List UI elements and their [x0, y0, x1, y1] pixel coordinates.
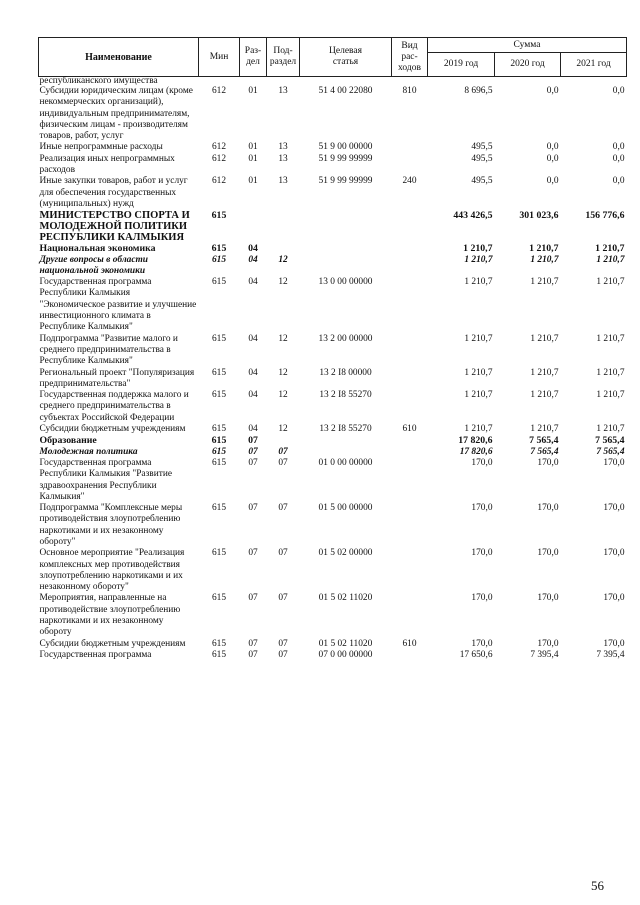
row-sum-2021-cell: 170,0: [603, 548, 625, 559]
row-podrazdel-cell: 12: [278, 277, 288, 288]
row-sum-2021-cell: 1 210,7: [596, 333, 625, 344]
row-vid-rashodov-cell: [392, 243, 428, 254]
row-celevaya-statya-cell: [300, 447, 392, 458]
row-podrazdel-cell: 12: [278, 254, 288, 265]
row-name-cell: Государственная поддержка малого и среднего предпринимательства в субъектах Российской Федерации: [39, 390, 189, 423]
row-sum-2020-cell: 0,0: [546, 86, 559, 96]
row-name-cell: Национальная экономика: [39, 243, 156, 255]
row-celevaya-statya-cell: [300, 255, 392, 278]
row-min-cell: 615: [211, 424, 227, 435]
row-sum-2020-cell: 0,0: [546, 153, 559, 164]
row-vid-rashodov-cell: [392, 503, 428, 548]
row-sum-2019-cell: 17 820,6: [459, 446, 493, 457]
row-sum-2019-cell: 170,0: [471, 593, 493, 604]
row-razdel-cell: 01: [248, 142, 258, 153]
row-sum-2019-cell: 17 820,6: [458, 435, 493, 447]
row-sum-2021-cell: 0,0: [612, 153, 625, 164]
row-sum-2019-cell: 495,5: [471, 142, 493, 153]
row-min-cell: 612: [211, 176, 227, 187]
row-sum-2021-cell: 170,0: [603, 457, 625, 468]
row-razdel-cell: 04: [248, 367, 258, 378]
row-name-cell: Другие вопросы в области национальной экономики: [39, 254, 148, 276]
header-year-2019: 2019 год: [428, 53, 495, 77]
row-sum-2019-cell: 1 210,7: [464, 333, 493, 344]
header-podrazdel: Под- раздел: [267, 38, 300, 77]
table-row: [39, 458, 627, 503]
row-celevaya-statya-cell: 13 0 00 00000: [318, 277, 373, 288]
row-min-cell: 615: [211, 503, 227, 514]
row-min-cell: 615: [211, 254, 227, 265]
row-celevaya-statya-cell: 13 2 I8 55270: [319, 424, 372, 435]
row-podrazdel-cell: 07: [278, 548, 288, 559]
row-vid-rashodov-cell: [392, 650, 428, 661]
row-podrazdel-cell: 07: [278, 649, 288, 660]
row-sum-2019-cell: 8 696,5: [464, 86, 493, 96]
row-celevaya-statya-cell: 13 2 00 00000: [318, 333, 373, 344]
row-name-cell: Молодежная политика: [39, 446, 138, 457]
row-min-cell: 615: [211, 277, 227, 288]
table-row: [39, 176, 627, 210]
row-sum-2019-cell: 1 210,7: [464, 424, 493, 435]
row-sum-2019-cell: 17 650,6: [459, 649, 493, 660]
row-sum-2019-cell: 1 210,7: [464, 254, 493, 265]
row-sum-2021-cell: 1 210,7: [596, 367, 625, 378]
row-sum-2021-cell: 0,0: [612, 176, 625, 187]
row-razdel-cell: 07: [248, 457, 258, 468]
row-vid-rashodov-cell: [392, 142, 428, 153]
row-name-cell: Мероприятия, направленные на противодействие злоупотреблению наркотиками и их незаконному обороту: [39, 593, 181, 638]
row-sum-2020-cell: 1 210,7: [530, 424, 559, 435]
row-vid-rashodov-cell: [392, 154, 428, 177]
row-sum-2021-cell: 156 776,6: [585, 210, 625, 222]
row-sum-2021-cell: 7 565,4: [595, 435, 625, 447]
row-sum-2021-cell: 1 210,7: [596, 254, 625, 265]
row-podrazdel-cell: 07: [278, 457, 288, 468]
header-year-2020: 2020 год: [495, 53, 561, 77]
table-row: [39, 447, 627, 458]
row-celevaya-statya-cell: 51 9 99 99999: [318, 176, 373, 187]
row-podrazdel-cell: 12: [278, 390, 288, 401]
row-razdel-cell: [240, 77, 267, 87]
row-podrazdel-cell: 07: [278, 446, 288, 457]
table-header: [39, 38, 627, 77]
table-row: [39, 548, 627, 593]
row-sum-2020-cell: 1 210,7: [530, 254, 559, 265]
row-razdel-cell: 07: [248, 503, 258, 514]
table-row: [39, 390, 627, 424]
row-sum-2021-cell: 1 210,7: [596, 277, 625, 288]
row-podrazdel-cell: 07: [278, 638, 288, 649]
row-sum-2020-cell: [495, 77, 561, 87]
row-min-cell: 615: [211, 593, 227, 604]
row-sum-2020-cell: 301 023,6: [519, 210, 559, 222]
row-min-cell: 615: [211, 548, 227, 559]
row-sum-2019-cell: 1 210,7: [464, 367, 493, 378]
header-min: Мин: [199, 38, 240, 77]
row-celevaya-statya-cell: 51 9 00 00000: [318, 142, 373, 153]
row-sum-2020-cell: 170,0: [537, 548, 559, 559]
row-sum-2020-cell: 7 395,4: [530, 649, 559, 660]
header-name: Наименование: [39, 38, 199, 77]
row-razdel-cell: 04: [248, 254, 258, 265]
row-razdel-cell: 04: [248, 390, 258, 401]
row-celevaya-statya-cell: 51 9 99 99999: [318, 153, 373, 164]
table-row: [39, 503, 627, 548]
row-min-cell: 615: [211, 638, 227, 649]
row-vid-rashodov-cell: [392, 458, 428, 503]
row-podrazdel-cell: [267, 210, 300, 243]
row-podrazdel-cell: 12: [278, 424, 288, 435]
row-razdel-cell: 04: [248, 243, 258, 255]
budget-table: [38, 37, 627, 661]
row-celevaya-statya-cell: 01 0 00 00000: [318, 457, 373, 468]
row-name-cell: Государственная программа Республики Калмыкия "Развитие здравоохранения Республики Калмыкия": [39, 457, 173, 502]
row-sum-2021-cell: 1 210,7: [596, 424, 625, 435]
row-sum-2019-cell: [428, 77, 495, 87]
table-row: [39, 210, 627, 243]
row-celevaya-statya-cell: 01 5 02 11020: [318, 593, 373, 604]
row-name-cell: Реализация иных непрограммных расходов: [39, 153, 175, 176]
row-name-cell: Региональный проект "Популяризация предпринимательства": [39, 367, 195, 389]
row-min-cell: 615: [211, 243, 227, 255]
table-row: [39, 154, 627, 177]
row-razdel-cell: 04: [248, 424, 258, 435]
row-razdel-cell: 07: [248, 638, 258, 649]
row-vid-rashodov-cell: [392, 435, 428, 446]
row-sum-2020-cell: 1 210,7: [530, 390, 559, 401]
row-vid-rashodov-cell: 810: [402, 86, 417, 96]
row-vid-rashodov-cell: [392, 277, 428, 333]
row-celevaya-statya-cell: [300, 210, 392, 243]
budget-table-page: [38, 37, 626, 661]
table-row: [39, 277, 627, 333]
row-podrazdel-cell: 07: [278, 503, 288, 514]
row-min-cell: 615: [211, 390, 227, 401]
row-sum-2020-cell: 1 210,7: [529, 243, 559, 255]
row-vid-rashodov-cell: [392, 390, 428, 424]
table-row: [39, 243, 627, 254]
row-name-cell: Образование: [39, 435, 97, 447]
row-vid-rashodov-cell: 240: [402, 176, 417, 187]
row-vid-rashodov-cell: 610: [402, 638, 417, 649]
row-sum-2019-cell: 170,0: [471, 457, 493, 468]
table-row: [39, 435, 627, 446]
row-sum-2021-cell: 0,0: [612, 142, 625, 153]
row-min-cell: 615: [211, 649, 227, 660]
row-min-cell: 612: [211, 153, 227, 164]
row-sum-2021-cell: 7 395,4: [596, 649, 625, 660]
row-sum-2019-cell: 170,0: [471, 638, 493, 649]
row-sum-2019-cell: 1 210,7: [464, 277, 493, 288]
row-podrazdel-cell: 13: [278, 142, 288, 153]
table-row: [39, 142, 627, 153]
row-razdel-cell: 07: [248, 435, 258, 447]
row-vid-rashodov-cell: [392, 77, 428, 87]
row-podrazdel-cell: [267, 77, 300, 87]
row-podrazdel-cell: 13: [278, 153, 288, 164]
row-razdel-cell: 01: [248, 176, 258, 187]
table-row: [39, 77, 627, 87]
row-name-cell: МИНИСТЕРСТВО СПОРТА И МОЛОДЕЖНОЙ ПОЛИТИКИ РЕСПУБЛИКИ КАЛМЫКИЯ: [39, 210, 190, 244]
row-vid-rashodov-cell: [392, 334, 428, 368]
row-podrazdel-cell: 13: [278, 176, 288, 187]
header-year-2021: 2021 год: [561, 53, 627, 77]
row-min-cell: 615: [211, 435, 227, 447]
table-body: [39, 77, 627, 662]
row-min-cell: 615: [211, 333, 227, 344]
table-row: [39, 368, 627, 391]
row-celevaya-statya-cell: [300, 243, 392, 254]
row-sum-2021-cell: [561, 77, 627, 87]
header-razdel: Раз- дел: [240, 38, 267, 77]
header-summa: Сумма: [428, 38, 627, 53]
row-sum-2021-cell: 7 565,4: [596, 446, 625, 457]
row-name-cell: Государственная программа Республики Калмыкия "Экономическое развитие и улучшение инвестиционного климата в Республике Калмыкия": [39, 277, 197, 333]
row-razdel-cell: 07: [248, 593, 258, 604]
table-row: [39, 86, 627, 142]
row-celevaya-statya-cell: 13 2 I8 55270: [319, 390, 372, 401]
row-sum-2021-cell: 170,0: [603, 593, 625, 604]
row-celevaya-statya-cell: 51 4 00 22080: [318, 86, 373, 96]
row-min-cell: 615: [211, 367, 227, 378]
row-celevaya-statya-cell: 01 5 00 00000: [318, 503, 373, 514]
table-row: [39, 334, 627, 368]
row-min-cell: 615: [211, 457, 227, 468]
row-razdel-cell: 01: [248, 153, 258, 164]
row-celevaya-statya-cell: 01 5 02 11020: [318, 638, 373, 649]
row-name-cell: Субсидии бюджетным учреждениям: [39, 424, 186, 435]
row-vid-rashodov-cell: [392, 368, 428, 391]
row-min-cell: [199, 77, 240, 87]
row-name-cell: Подпрограмма "Развитие малого и среднего предпринимательства в Республике Калмыкия": [39, 333, 178, 367]
row-sum-2020-cell: 170,0: [537, 593, 559, 604]
row-podrazdel-cell: 07: [278, 593, 288, 604]
row-celevaya-statya-cell: [300, 77, 392, 87]
row-vid-rashodov-cell: [392, 255, 428, 278]
row-sum-2020-cell: 7 565,4: [529, 435, 559, 447]
row-name-cell: Основное мероприятие "Реализация комплексных мер противодействия злоупотреблению наркотиками и их незаконному обороту": [39, 548, 185, 593]
row-name-cell: Иные закупки товаров, работ и услуг для обеспечения государственных (муниципальных) нужд: [39, 176, 188, 209]
row-vid-rashodov-cell: 610: [402, 424, 417, 435]
row-razdel-cell: 07: [248, 446, 258, 457]
row-sum-2020-cell: 170,0: [537, 638, 559, 649]
row-vid-rashodov-cell: [392, 210, 428, 243]
row-sum-2019-cell: 1 210,7: [464, 390, 493, 401]
row-sum-2019-cell: 495,5: [471, 153, 493, 164]
row-name-cell: республиканского имущества: [39, 76, 158, 86]
row-sum-2021-cell: 0,0: [612, 86, 625, 96]
row-sum-2021-cell: 1 210,7: [595, 243, 625, 255]
row-name-cell: Государственная программа: [39, 649, 152, 660]
page-number: 56: [591, 878, 604, 893]
row-sum-2019-cell: 170,0: [471, 503, 493, 514]
row-celevaya-statya-cell: 07 0 00 00000: [318, 649, 373, 660]
row-name-cell: Иные непрограммные расходы: [39, 142, 163, 153]
row-sum-2019-cell: 443 426,5: [453, 210, 493, 222]
row-sum-2020-cell: 1 210,7: [530, 277, 559, 288]
row-sum-2020-cell: 7 565,4: [530, 446, 559, 457]
row-min-cell: 615: [211, 210, 227, 222]
row-razdel-cell: 04: [248, 277, 258, 288]
row-razdel-cell: 04: [248, 333, 258, 344]
row-podrazdel-cell: 12: [278, 367, 288, 378]
row-sum-2020-cell: 170,0: [537, 457, 559, 468]
row-vid-rashodov-cell: [392, 593, 428, 638]
row-name-cell: Субсидии юридическим лицам (кроме некоммерческих организаций), индивидуальным предпринимателям, физическим лицам - производителям товаров, работ, услуг: [39, 86, 193, 142]
table-row: [39, 424, 627, 435]
row-sum-2020-cell: 170,0: [537, 503, 559, 514]
row-sum-2020-cell: 0,0: [546, 142, 559, 153]
row-celevaya-statya-cell: 13 2 I8 00000: [319, 367, 372, 378]
header-celevaya-statya: Целевая статья: [300, 38, 392, 77]
row-razdel-cell: 07: [248, 649, 258, 660]
row-vid-rashodov-cell: [392, 447, 428, 458]
row-podrazdel-cell: 12: [278, 333, 288, 344]
row-min-cell: 612: [211, 86, 227, 96]
row-sum-2020-cell: 0,0: [546, 176, 559, 187]
row-podrazdel-cell: [267, 243, 300, 254]
row-sum-2019-cell: 1 210,7: [463, 243, 493, 255]
row-min-cell: 615: [211, 446, 227, 457]
row-sum-2020-cell: 1 210,7: [530, 367, 559, 378]
row-vid-rashodov-cell: [392, 548, 428, 593]
row-sum-2021-cell: 1 210,7: [596, 390, 625, 401]
row-podrazdel-cell: 13: [278, 86, 288, 96]
row-razdel-cell: [240, 210, 267, 243]
header-vid-rashodov: Вид рас- ходов: [392, 38, 428, 77]
row-sum-2021-cell: 170,0: [603, 638, 625, 649]
row-razdel-cell: 07: [248, 548, 258, 559]
row-sum-2020-cell: 1 210,7: [530, 333, 559, 344]
row-sum-2021-cell: 170,0: [603, 503, 625, 514]
row-celevaya-statya-cell: 01 5 02 00000: [318, 548, 373, 559]
row-name-cell: Субсидии бюджетным учреждениям: [39, 638, 186, 649]
row-sum-2019-cell: 170,0: [471, 548, 493, 559]
table-row: [39, 593, 627, 638]
table-row: [39, 650, 627, 661]
row-podrazdel-cell: [267, 435, 300, 446]
table-row: [39, 255, 627, 278]
table-row: [39, 639, 627, 650]
row-name-cell: Подпрограмма "Комплексные меры противодействия злоупотреблению наркотиками и их незаконному обороту": [39, 503, 183, 547]
row-min-cell: 612: [211, 142, 227, 153]
row-sum-2019-cell: 495,5: [471, 176, 493, 187]
row-razdel-cell: 01: [248, 86, 258, 96]
row-celevaya-statya-cell: [300, 435, 392, 446]
